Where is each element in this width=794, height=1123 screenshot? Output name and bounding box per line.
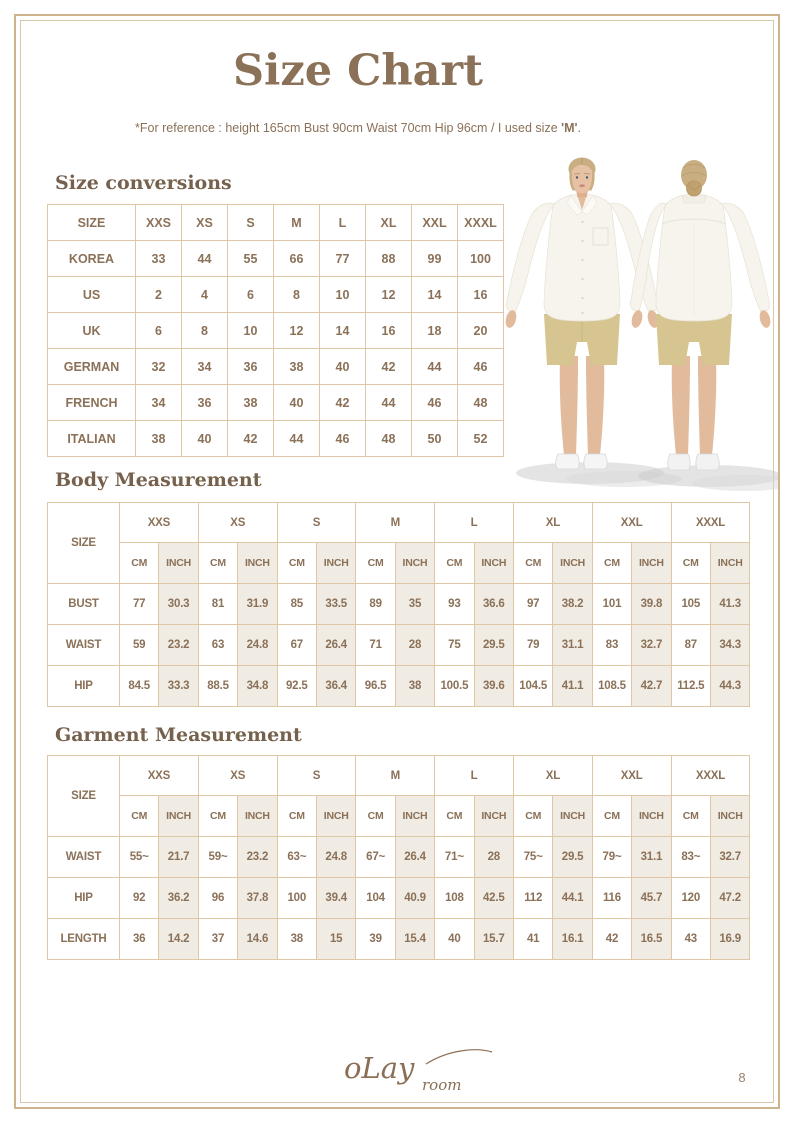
conv-row-italian xyxy=(48,421,504,457)
measure-size-col: M xyxy=(356,756,435,796)
conv-cell: 46 xyxy=(320,421,366,457)
conv-cell: 50 xyxy=(412,421,458,457)
measure-size-col: XXL xyxy=(592,756,671,796)
measure-cell: 23.2 xyxy=(238,837,277,878)
conv-header-row xyxy=(48,205,504,241)
conv-cell: 44 xyxy=(412,349,458,385)
unit-inch-header: INCH xyxy=(159,543,198,584)
measure-row-label: WAIST xyxy=(48,837,120,878)
unit-cm-header: CM xyxy=(592,543,631,584)
measure-row-length xyxy=(48,919,750,960)
measure-cell: 33.5 xyxy=(316,584,355,625)
measure-row-label: BUST xyxy=(48,584,120,625)
unit-inch-header: INCH xyxy=(238,543,277,584)
conv-cell: 40 xyxy=(182,421,228,457)
measure-unit-row xyxy=(48,796,750,837)
brand-signature-main: oLay xyxy=(344,1051,415,1085)
measure-size-header: SIZE xyxy=(48,756,120,837)
conv-cell: 18 xyxy=(412,313,458,349)
conv-header-cell: XL xyxy=(366,205,412,241)
measure-cell: 16.5 xyxy=(632,919,671,960)
measure-cell: 79 xyxy=(513,625,552,666)
conv-row-german xyxy=(48,349,504,385)
measure-cell: 43 xyxy=(671,919,710,960)
measure-cell: 104 xyxy=(356,878,395,919)
conv-header-cell: M xyxy=(274,205,320,241)
unit-inch-header: INCH xyxy=(710,796,749,837)
measure-cell: 23.2 xyxy=(159,625,198,666)
unit-inch-header: INCH xyxy=(553,543,592,584)
conv-cell: 36 xyxy=(228,349,274,385)
measure-cell: 41.3 xyxy=(710,584,749,625)
conv-row-uk xyxy=(48,313,504,349)
conv-row-label: US xyxy=(48,277,136,313)
measure-cell: 42.7 xyxy=(632,666,671,707)
conv-header-cell: XS xyxy=(182,205,228,241)
conv-cell: 4 xyxy=(182,277,228,313)
unit-inch-header: INCH xyxy=(238,796,277,837)
measure-cell: 116 xyxy=(592,878,631,919)
conv-cell: 36 xyxy=(182,385,228,421)
measure-cell: 28 xyxy=(474,837,513,878)
measure-cell: 92.5 xyxy=(277,666,316,707)
measure-cell: 112.5 xyxy=(671,666,710,707)
unit-cm-header: CM xyxy=(592,796,631,837)
body-measurement-heading: Body Measurement xyxy=(55,469,262,491)
conv-row-label: GERMAN xyxy=(48,349,136,385)
unit-inch-header: INCH xyxy=(395,543,434,584)
unit-cm-header: CM xyxy=(120,796,159,837)
conv-cell: 33 xyxy=(136,241,182,277)
measure-cell: 63~ xyxy=(277,837,316,878)
measure-cell: 85 xyxy=(277,584,316,625)
measure-cell: 30.3 xyxy=(159,584,198,625)
measure-cell: 87 xyxy=(671,625,710,666)
measure-row-hip xyxy=(48,878,750,919)
unit-inch-header: INCH xyxy=(159,796,198,837)
conv-cell: 8 xyxy=(274,277,320,313)
fit-model-image xyxy=(498,156,778,496)
measure-cell: 63 xyxy=(198,625,237,666)
unit-inch-header: INCH xyxy=(710,543,749,584)
measure-cell: 36.6 xyxy=(474,584,513,625)
unit-cm-header: CM xyxy=(277,796,316,837)
measure-cell: 37 xyxy=(198,919,237,960)
measure-cell: 39.8 xyxy=(632,584,671,625)
measure-cell: 39.6 xyxy=(474,666,513,707)
measure-cell: 67 xyxy=(277,625,316,666)
measure-cell: 32.7 xyxy=(710,837,749,878)
unit-inch-header: INCH xyxy=(316,796,355,837)
conv-cell: 14 xyxy=(412,277,458,313)
measure-cell: 44.1 xyxy=(553,878,592,919)
measure-cell: 38.2 xyxy=(553,584,592,625)
conv-cell: 10 xyxy=(228,313,274,349)
unit-cm-header: CM xyxy=(356,543,395,584)
conv-cell: 34 xyxy=(136,385,182,421)
conv-cell: 46 xyxy=(412,385,458,421)
measure-cell: 29.5 xyxy=(553,837,592,878)
conv-cell: 66 xyxy=(274,241,320,277)
conv-cell: 10 xyxy=(320,277,366,313)
measure-size-col: XXS xyxy=(120,503,199,543)
conv-cell: 40 xyxy=(274,385,320,421)
measure-row-hip xyxy=(48,666,750,707)
unit-cm-header: CM xyxy=(198,543,237,584)
measure-cell: 92 xyxy=(120,878,159,919)
measure-cell: 84.5 xyxy=(120,666,159,707)
measure-cell: 32.7 xyxy=(632,625,671,666)
measure-cell: 36.4 xyxy=(316,666,355,707)
measure-cell: 38 xyxy=(395,666,434,707)
conv-cell: 34 xyxy=(182,349,228,385)
measure-cell: 34.8 xyxy=(238,666,277,707)
garment-measurement-table xyxy=(47,755,750,960)
unit-cm-header: CM xyxy=(198,796,237,837)
conv-cell: 46 xyxy=(458,349,504,385)
unit-cm-header: CM xyxy=(120,543,159,584)
measure-row-waist xyxy=(48,837,750,878)
measure-cell: 38 xyxy=(277,919,316,960)
measure-cell: 40.9 xyxy=(395,878,434,919)
measure-cell: 36 xyxy=(120,919,159,960)
measure-cell: 40 xyxy=(435,919,474,960)
measure-cell: 24.8 xyxy=(316,837,355,878)
reference-note xyxy=(0,121,716,135)
unit-inch-header: INCH xyxy=(395,796,434,837)
measure-row-label: HIP xyxy=(48,666,120,707)
conv-cell: 16 xyxy=(366,313,412,349)
measure-cell: 105 xyxy=(671,584,710,625)
unit-inch-header: INCH xyxy=(316,543,355,584)
measure-cell: 97 xyxy=(513,584,552,625)
measure-cell: 112 xyxy=(513,878,552,919)
measure-cell: 79~ xyxy=(592,837,631,878)
conv-row-label: FRENCH xyxy=(48,385,136,421)
measure-unit-row xyxy=(48,543,750,584)
conv-cell: 40 xyxy=(320,349,366,385)
reference-note-size: 'M' xyxy=(561,121,578,135)
conv-cell: 88 xyxy=(366,241,412,277)
conv-cell: 20 xyxy=(458,313,504,349)
measure-cell: 89 xyxy=(356,584,395,625)
unit-inch-header: INCH xyxy=(632,796,671,837)
measure-size-col: M xyxy=(356,503,435,543)
page-title: Size Chart xyxy=(232,46,483,96)
conv-cell: 52 xyxy=(458,421,504,457)
conv-row-label: ITALIAN xyxy=(48,421,136,457)
conv-cell: 6 xyxy=(136,313,182,349)
conv-header-cell: SIZE xyxy=(48,205,136,241)
conv-cell: 38 xyxy=(228,385,274,421)
conv-cell: 55 xyxy=(228,241,274,277)
conv-cell: 2 xyxy=(136,277,182,313)
conv-cell: 32 xyxy=(136,349,182,385)
conv-cell: 44 xyxy=(182,241,228,277)
conv-header-cell: S xyxy=(228,205,274,241)
brand-signature-sub: room xyxy=(422,1076,462,1094)
measure-cell: 42.5 xyxy=(474,878,513,919)
measure-cell: 33.3 xyxy=(159,666,198,707)
conv-cell: 48 xyxy=(458,385,504,421)
conv-cell: 6 xyxy=(228,277,274,313)
unit-cm-header: CM xyxy=(277,543,316,584)
unit-cm-header: CM xyxy=(356,796,395,837)
measure-cell: 108 xyxy=(435,878,474,919)
unit-cm-header: CM xyxy=(671,796,710,837)
measure-cell: 59~ xyxy=(198,837,237,878)
measure-cell: 75~ xyxy=(513,837,552,878)
measure-cell: 83 xyxy=(592,625,631,666)
measure-cell: 96 xyxy=(198,878,237,919)
measure-size-row xyxy=(48,503,750,543)
measure-cell: 15 xyxy=(316,919,355,960)
measure-size-col: XS xyxy=(198,503,277,543)
measure-cell: 75 xyxy=(435,625,474,666)
conv-cell: 42 xyxy=(366,349,412,385)
measure-size-col: L xyxy=(435,503,514,543)
conv-cell: 100 xyxy=(458,241,504,277)
conv-cell: 14 xyxy=(320,313,366,349)
measure-cell: 24.8 xyxy=(238,625,277,666)
conv-cell: 44 xyxy=(274,421,320,457)
measure-size-col: S xyxy=(277,756,356,796)
conv-row-label: KOREA xyxy=(48,241,136,277)
conv-header-cell: XXS xyxy=(136,205,182,241)
unit-cm-header: CM xyxy=(435,796,474,837)
measure-row-label: WAIST xyxy=(48,625,120,666)
unit-cm-header: CM xyxy=(435,543,474,584)
measure-cell: 67~ xyxy=(356,837,395,878)
measure-row-bust xyxy=(48,584,750,625)
unit-cm-header: CM xyxy=(513,796,552,837)
measure-cell: 41 xyxy=(513,919,552,960)
measure-cell: 31.1 xyxy=(553,625,592,666)
conv-header-cell: XXXL xyxy=(458,205,504,241)
measure-cell: 55~ xyxy=(120,837,159,878)
page-number: 8 xyxy=(738,1070,746,1085)
measure-cell: 101 xyxy=(592,584,631,625)
conv-row-korea xyxy=(48,241,504,277)
measure-size-header: SIZE xyxy=(48,503,120,584)
measure-cell: 71~ xyxy=(435,837,474,878)
body-measurement-table xyxy=(47,502,750,707)
measure-cell: 37.8 xyxy=(238,878,277,919)
conv-cell: 38 xyxy=(274,349,320,385)
measure-cell: 29.5 xyxy=(474,625,513,666)
measure-cell: 31.9 xyxy=(238,584,277,625)
measure-size-col: L xyxy=(435,756,514,796)
unit-cm-header: CM xyxy=(513,543,552,584)
conv-cell: 44 xyxy=(366,385,412,421)
measure-cell: 100.5 xyxy=(435,666,474,707)
conv-cell: 38 xyxy=(136,421,182,457)
measure-size-col: XL xyxy=(513,756,592,796)
measure-cell: 81 xyxy=(198,584,237,625)
size-conversions-table xyxy=(47,204,504,457)
measure-cell: 31.1 xyxy=(632,837,671,878)
conv-cell: 77 xyxy=(320,241,366,277)
conv-cell: 8 xyxy=(182,313,228,349)
brand-signature xyxy=(330,1038,505,1096)
measure-size-col: XXL xyxy=(592,503,671,543)
unit-inch-header: INCH xyxy=(474,796,513,837)
measure-cell: 16.1 xyxy=(553,919,592,960)
measure-cell: 21.7 xyxy=(159,837,198,878)
measure-cell: 45.7 xyxy=(632,878,671,919)
unit-inch-header: INCH xyxy=(553,796,592,837)
reference-note-prefix: *For reference : height 165cm Bust 90cm Waist 70cm Hip 96cm / I used size xyxy=(135,121,562,135)
measure-cell: 96.5 xyxy=(356,666,395,707)
measure-size-col: XXXL xyxy=(671,756,750,796)
conv-cell: 99 xyxy=(412,241,458,277)
conv-header-cell: L xyxy=(320,205,366,241)
size-conversions-heading: Size conversions xyxy=(55,172,232,194)
measure-cell: 26.4 xyxy=(316,625,355,666)
conv-cell: 12 xyxy=(366,277,412,313)
measure-size-col: XL xyxy=(513,503,592,543)
measure-size-col: S xyxy=(277,503,356,543)
measure-cell: 71 xyxy=(356,625,395,666)
measure-cell: 35 xyxy=(395,584,434,625)
conv-row-french xyxy=(48,385,504,421)
measure-cell: 15.7 xyxy=(474,919,513,960)
measure-row-label: LENGTH xyxy=(48,919,120,960)
conv-cell: 42 xyxy=(228,421,274,457)
measure-cell: 36.2 xyxy=(159,878,198,919)
measure-cell: 100 xyxy=(277,878,316,919)
measure-size-col: XXXL xyxy=(671,503,750,543)
unit-inch-header: INCH xyxy=(632,543,671,584)
conv-row-label: UK xyxy=(48,313,136,349)
measure-cell: 41.1 xyxy=(553,666,592,707)
conv-header-cell: XXL xyxy=(412,205,458,241)
garment-measurement-heading: Garment Measurement xyxy=(55,724,302,746)
measure-cell: 28 xyxy=(395,625,434,666)
conv-cell: 48 xyxy=(366,421,412,457)
measure-cell: 88.5 xyxy=(198,666,237,707)
reference-note-suffix: . xyxy=(577,121,581,135)
measure-size-row xyxy=(48,756,750,796)
measure-cell: 26.4 xyxy=(395,837,434,878)
measure-cell: 14.6 xyxy=(238,919,277,960)
measure-size-col: XXS xyxy=(120,756,199,796)
measure-cell: 39 xyxy=(356,919,395,960)
measure-size-col: XS xyxy=(198,756,277,796)
measure-cell: 47.2 xyxy=(710,878,749,919)
measure-row-waist xyxy=(48,625,750,666)
measure-cell: 93 xyxy=(435,584,474,625)
conv-cell: 16 xyxy=(458,277,504,313)
measure-cell: 108.5 xyxy=(592,666,631,707)
conv-cell: 42 xyxy=(320,385,366,421)
measure-cell: 104.5 xyxy=(513,666,552,707)
measure-cell: 77 xyxy=(120,584,159,625)
measure-cell: 83~ xyxy=(671,837,710,878)
measure-cell: 39.4 xyxy=(316,878,355,919)
conv-row-us xyxy=(48,277,504,313)
measure-cell: 42 xyxy=(592,919,631,960)
measure-cell: 14.2 xyxy=(159,919,198,960)
measure-cell: 59 xyxy=(120,625,159,666)
unit-cm-header: CM xyxy=(671,543,710,584)
measure-cell: 15.4 xyxy=(395,919,434,960)
measure-cell: 34.3 xyxy=(710,625,749,666)
measure-cell: 16.9 xyxy=(710,919,749,960)
conv-cell: 12 xyxy=(274,313,320,349)
measure-cell: 44.3 xyxy=(710,666,749,707)
unit-inch-header: INCH xyxy=(474,543,513,584)
measure-row-label: HIP xyxy=(48,878,120,919)
measure-cell: 120 xyxy=(671,878,710,919)
